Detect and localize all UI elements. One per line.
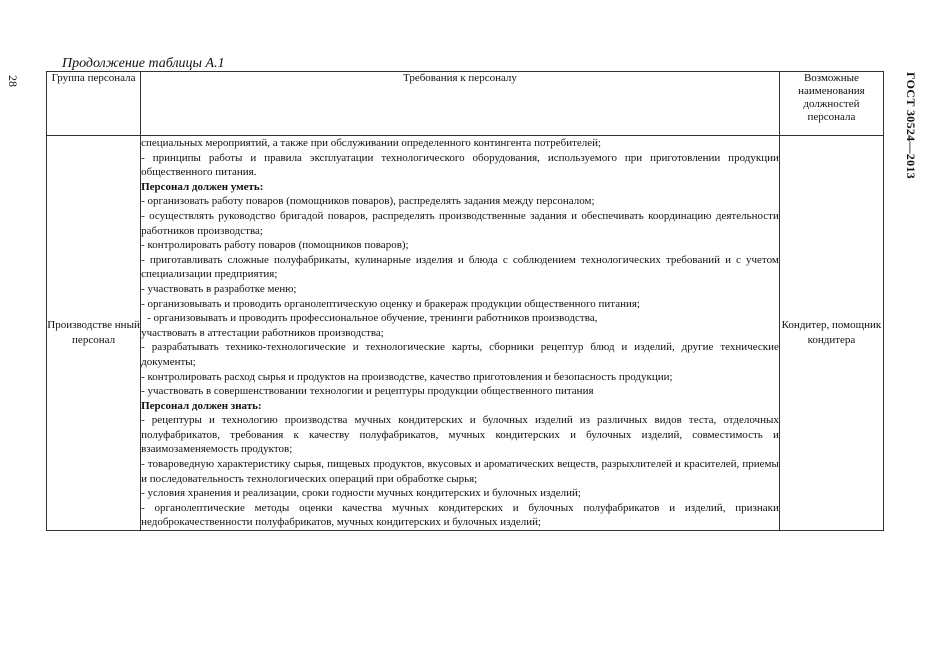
requirement-line: - участвовать в совершенствовании технологии и рецептуры продукции общественного питания [141, 385, 594, 398]
requirement-line: - организовывать и проводить органолептическую оценку и бракераж продукции общественного питания; [141, 297, 640, 310]
table-row [47, 136, 884, 531]
requirement-line: - контролировать расход сырья и продуктов на производстве, качество приготовления и безопасность продукции; [141, 370, 673, 383]
requirement-line: - товароведную характеристику сырья, пищевых продуктов, вкусовых и ароматических веществ, разрыхлителей и красителей, приемы и последовательность технологических операций при обработке сырья; [141, 458, 779, 485]
document-code: ГОСТ 30524—2013 [904, 72, 918, 179]
header-requirements: Требования к персоналу [141, 72, 780, 136]
table-header-row [47, 72, 884, 136]
section-heading-skills: Персонал должен уметь: [141, 180, 264, 193]
requirement-line: - организовывать и проводить профессиональное обучение, тренинги работников производства, [147, 312, 598, 325]
group-cell: Производстве нный персонал [47, 136, 141, 531]
requirement-line: - принципы работы и правила эксплуатации технологического оборудования, используемого при приготовлении продукции общественного питания. [141, 151, 779, 179]
page-number: 28 [6, 75, 20, 87]
requirement-line: - органолептические методы оценки качества мучных кондитерских и булочных полуфабрикатов и изделий, признаки недоброкачественности полуфабрикатов, мучных кондитерских и булочных изделий; [141, 501, 779, 529]
requirement-line: - рецептуры и технологию производства мучных кондитерских и булочных изделий из различных видов теста, отделочных полуфабрикатов, требования к качеству полуфабрикатов, мучных кондитерских и булочных изделий, совместимость и взаимозаменяемость продуктов; [141, 414, 779, 456]
requirement-line: - условия хранения и реализации, сроки годности мучных кондитерских и булочных изделий; [141, 487, 581, 500]
requirement-line: участвовать в аттестации работников производства; [141, 326, 384, 339]
requirement-line: - разрабатывать технико-технологические и технологические карты, сборники рецептур блюд и изделий, другие технические документы; [141, 341, 779, 368]
table-caption: Продолжение таблицы А.1 [62, 56, 225, 71]
section-heading-knowledge: Персонал должен знать: [141, 399, 262, 412]
requirement-line: специальных мероприятий, а также при обслуживании определенного контингента потребителей; [141, 137, 602, 149]
header-positions: Возможные наименования должностей персонала [779, 72, 883, 136]
requirement-line: - организовать работу поваров (помощников поваров), распределять задания между персоналом; [141, 195, 595, 208]
requirement-line: - приготавливать сложные полуфабрикаты, кулинарные изделия и блюда с соблюдением технологических требований и с учетом специализации предприятия; [141, 253, 779, 281]
requirement-line: - участвовать в разработке меню; [141, 282, 297, 295]
requirements-table [46, 71, 884, 531]
requirement-line: - осуществлять руководство бригадой поваров, распределять производственные задания и обеспечивать координацию деятельности работников производства; [141, 209, 779, 237]
positions-cell: Кондитер, помощник кондитера [779, 136, 883, 531]
header-group: Группа персонала [47, 72, 141, 136]
requirements-cell [141, 136, 780, 531]
requirement-line: - контролировать работу поваров (помощников поваров); [141, 239, 409, 252]
